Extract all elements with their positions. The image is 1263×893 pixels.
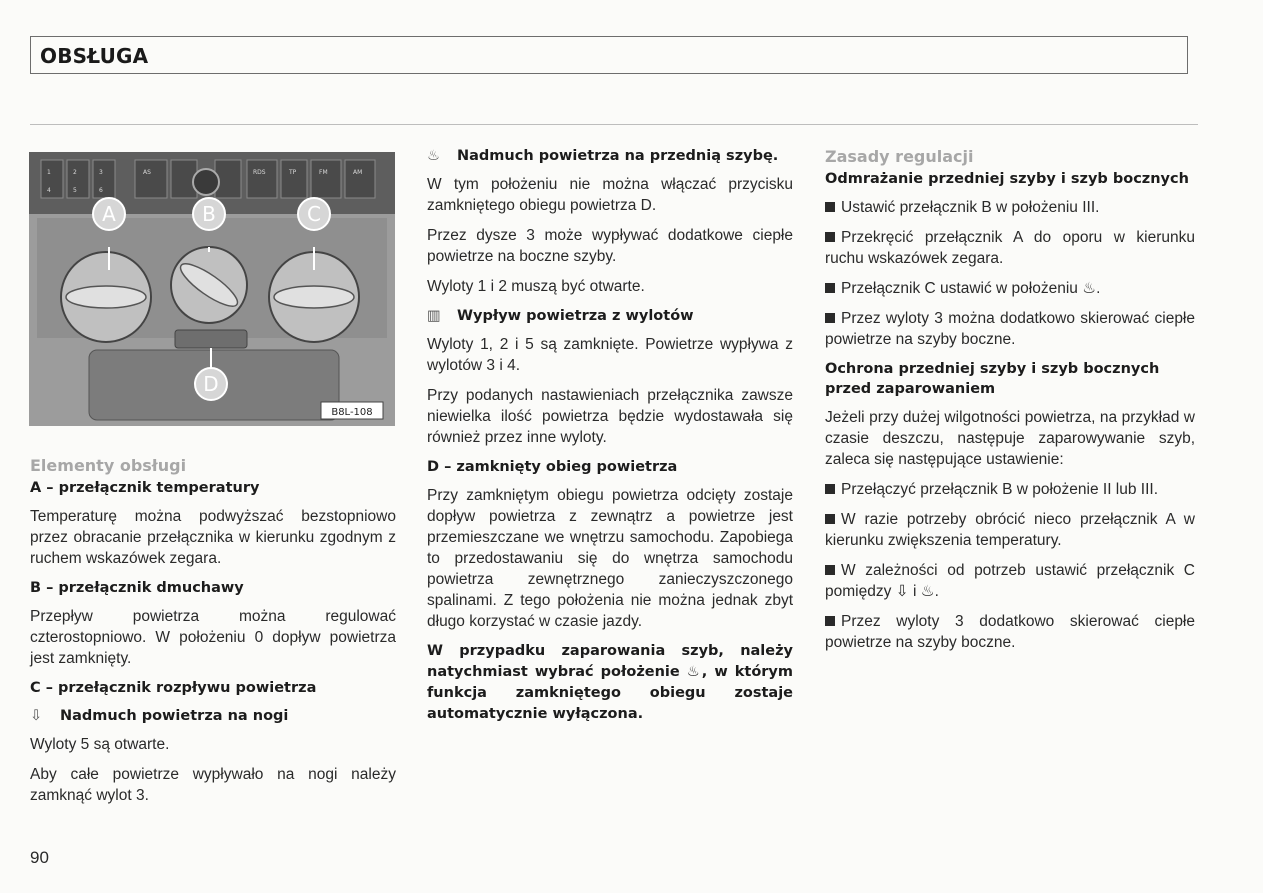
column-1 bbox=[30, 455, 396, 815]
radio-button-label: 1 bbox=[47, 169, 51, 176]
column-2 bbox=[427, 146, 793, 734]
callout-c: C bbox=[307, 202, 321, 226]
paragraph: Temperaturę można podwyższać bezstopniowo przez obracanie przełącznika w kierunku zgodnym z ruchem wskazówek zegara. bbox=[30, 508, 396, 567]
page-number: 90 bbox=[30, 848, 49, 867]
list-item: W razie potrzeby obrócić nieco przełącznik A w kierunku zwiększenia temperatury. bbox=[825, 511, 1195, 549]
section-title: Zasady regulacji bbox=[825, 147, 974, 166]
list-item: Przekręcić przełącznik A do oporu w kierunku ruchu wskazówek zegara. bbox=[825, 229, 1195, 267]
bullet-icon bbox=[825, 616, 835, 626]
radio-button-label: 6 bbox=[99, 187, 103, 194]
feet-airflow-icon: ⇩ bbox=[895, 583, 909, 600]
list-item: Przełącznik C ustawić w położeniu ♨. bbox=[825, 278, 1195, 299]
bullet-icon bbox=[825, 313, 835, 323]
list-item: Przez wyloty 3 dodatkowo skierować ciepłe powietrze na szyby boczne. bbox=[825, 613, 1195, 651]
list-item: Ustawić przełącznik B w położeniu III. bbox=[825, 197, 1195, 218]
bullet-icon bbox=[825, 484, 835, 494]
paragraph: W tym położeniu nie można włączać przycisku zamkniętego obiegu powietrza D. bbox=[427, 176, 793, 214]
column-3 bbox=[825, 146, 1195, 662]
control-panel-figure bbox=[29, 152, 395, 426]
list-item: Przez wyloty 3 można dodatkowo skierować ciepłe powietrze na szyby boczne. bbox=[825, 310, 1195, 348]
radio-button-label: 5 bbox=[73, 187, 77, 194]
bullet-icon bbox=[825, 565, 835, 575]
section-header bbox=[30, 36, 1188, 74]
vent-outlet-icon: ▥ bbox=[427, 308, 441, 324]
list-item: Przełączyć przełącznik B w położenie II lub III. bbox=[825, 479, 1195, 500]
list-item: W zależności od potrzeb ustawić przełącznik C pomiędzy ⇩ i ♨. bbox=[825, 562, 1195, 600]
subheading: D – zamknięty obieg powietrza bbox=[427, 459, 678, 475]
radio-button-label: FM bbox=[319, 169, 328, 176]
paragraph: Przy podanych nastawieniach przełącznika zawsze niewielka ilość powietrza będzie wydostawała się również przez inne wyloty. bbox=[427, 387, 793, 446]
bullet-icon bbox=[825, 283, 835, 293]
subheading: Odmrażanie przedniej szyby i szyb bocznych bbox=[825, 171, 1189, 187]
radio-button-label: TP bbox=[289, 169, 297, 176]
page-title: OBSŁUGA bbox=[40, 44, 149, 68]
bullet-icon bbox=[825, 202, 835, 212]
bullet-icon bbox=[825, 232, 835, 242]
radio-button-label: 3 bbox=[99, 169, 103, 176]
windshield-defrost-icon: ♨ bbox=[1082, 280, 1097, 297]
divider bbox=[30, 124, 1198, 125]
callout-d: D bbox=[203, 372, 219, 396]
callout-a: A bbox=[102, 202, 116, 226]
paragraph: Aby całe powietrze wypływało na nogi należy zamknąć wylot 3. bbox=[30, 766, 396, 804]
radio-button-label: RDS bbox=[253, 169, 266, 176]
subheading: Nadmuch powietrza na przednią szybę. bbox=[457, 148, 779, 164]
paragraph: Wyloty 1 i 2 muszą być otwarte. bbox=[427, 278, 645, 295]
callout-b: B bbox=[202, 202, 216, 226]
subheading: B – przełącznik dmuchawy bbox=[30, 580, 244, 596]
warning-paragraph: W przypadku zaparowania szyb, należy natychmiast wybrać położenie ♨, w którym funkcja zamkniętego obiegu zostaje automatycznie wyłączona. bbox=[427, 643, 793, 722]
feet-airflow-icon: ⇩ bbox=[30, 708, 43, 724]
radio-button-label: 2 bbox=[73, 169, 77, 176]
subheading: Ochrona przedniej szyby i szyb bocznych przed zaparowaniem bbox=[825, 361, 1160, 397]
paragraph: Przez dysze 3 może wypływać dodatkowe ciepłe powietrze na boczne szyby. bbox=[427, 227, 793, 265]
subheading: Nadmuch powietrza na nogi bbox=[60, 708, 289, 724]
windshield-defrost-icon: ♨ bbox=[686, 664, 702, 680]
paragraph: Wyloty 5 są otwarte. bbox=[30, 736, 170, 753]
figure-code: B8L-108 bbox=[331, 407, 373, 418]
recirculation-button bbox=[175, 330, 247, 348]
radio-button-label: AM bbox=[353, 169, 363, 176]
subheading: Wypływ powietrza z wylotów bbox=[457, 308, 694, 324]
paragraph: Wyloty 1, 2 i 5 są zamknięte. Powietrze wypływa z wylotów 3 i 4. bbox=[427, 336, 793, 374]
subheading: A – przełącznik temperatury bbox=[30, 480, 260, 496]
radio-button-label: AS bbox=[143, 169, 151, 176]
paragraph: Jeżeli przy dużej wilgotności powietrza, na przykład w czasie deszczu, następuje zaparowywanie szyb, zaleca się następujące ustawienie: bbox=[825, 409, 1195, 468]
paragraph: Przepływ powietrza można regulować czterostopniowo. W położeniu 0 dopływ powietrza jest zamknięty. bbox=[30, 608, 396, 667]
bullet-icon bbox=[825, 514, 835, 524]
windshield-defrost-icon: ♨ bbox=[427, 148, 440, 164]
section-title: Elementy obsługi bbox=[30, 456, 187, 475]
windshield-defrost-icon: ♨ bbox=[920, 583, 935, 600]
paragraph: Przy zamkniętym obiegu powietrza odcięty zostaje dopływ powietrza z zewnątrz a powietrze jest przemieszczane we wnętrzu samochodu. Zapobiega to przedostawaniu się do wnętrza samochodu powietrza zewnętrznego zanieczyszczonego spalinami. Z tego położenia nie można jednak zbyt długo korzystać w czasie jazdy. bbox=[427, 487, 793, 630]
subheading: C – przełącznik rozpływu powietrza bbox=[30, 680, 317, 696]
radio-button-label: 4 bbox=[47, 187, 51, 194]
